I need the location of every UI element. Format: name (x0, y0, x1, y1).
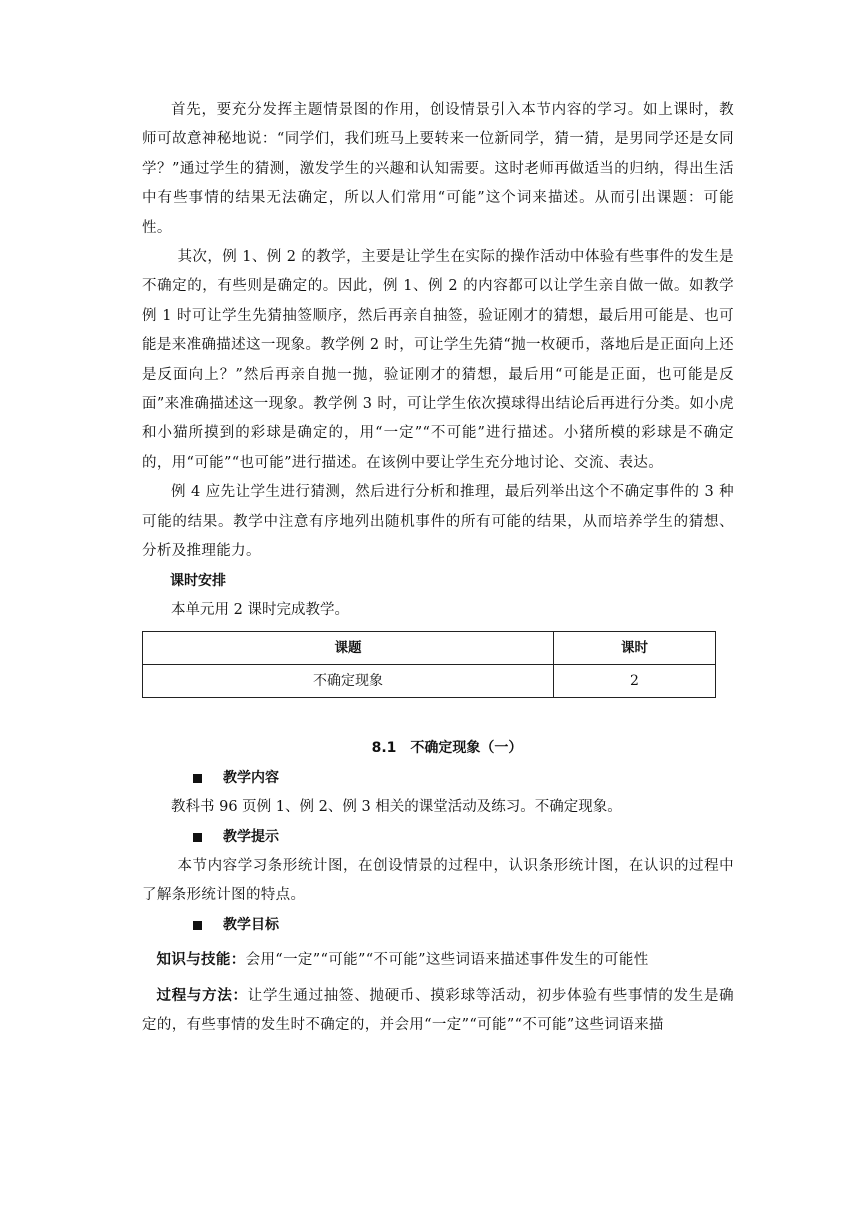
goal-knowledge-lead: 知识与技能： (156, 952, 246, 969)
goals-subheading (142, 911, 734, 940)
goal-process-text: 让学生通过抽签、抛硬币、摸彩球等活动，初步体验有些事情的发生是确定的，有些事情的发生时不确定的，并会用“一定”“可能”“不可能”这些词语来描 (142, 987, 734, 1033)
goals-subheading-label: 教学目标 (223, 916, 279, 933)
table-cell-periods: 2 (553, 665, 715, 698)
table-header-periods: 课时 (553, 632, 715, 665)
hint-subheading-label: 教学提示 (223, 828, 279, 845)
hint-subheading (142, 823, 734, 852)
content-subheading-label: 教学内容 (223, 769, 279, 786)
goal-process (142, 982, 734, 1041)
goal-knowledge (142, 946, 734, 975)
content-text: 教科书 96 页例 1、例 2、例 3 相关的课堂活动及练习。不确定现象。 (171, 799, 622, 816)
lesson-schedule-table (142, 631, 716, 698)
goal-process-lead: 过程与方法： (156, 987, 248, 1004)
paragraph-examples-1-2: 其次，例 1、例 2 的教学，主要是让学生在实际的操作活动中体验有些事件的发生是不确定的，有些则是确定的。因此，例 1、例 2 的内容都可以让学生亲自做一做。如教学例 1 时可让学生先猜抽签顺序，然后再亲自抽签，验证刚才的猜想，最后用可能是、也可能是来准确描述这一现象。教学例 2 时，可让学生先猜“抛一枚硬币，落地后是正面向上还是反面向上？”然后再亲自抛一抛，验证刚才的猜想，最后用“可能是正面，也可能是反面”来准确描述这一现象。教学例 3 时，可让学生依次摸球得出结论后再进行分类。如小虎和小猫所摸到的彩球是确定的，用“一定”“不可能”进行描述。小猪所模的彩球是不确定的，用“可能”“也可能”进行描述。在该例中要让学生充分地讨论、交流、表达。 (142, 249, 734, 471)
table-header-topic: 课题 (143, 632, 554, 665)
paragraph-example-4: 例 4 应先让学生进行猜测，然后进行分析和推理，最后列举出这个不确定事件的 3 种可能的结果。教学中注意有序地列出随机事件的所有可能的结果，从而培养学生的猜想、分析及推理能力。 (142, 484, 734, 560)
document-page (142, 96, 734, 1040)
table-row (143, 665, 716, 698)
square-bullet-icon (193, 774, 202, 783)
section-title: 8.1 不确定现象（一） (371, 740, 523, 757)
table-cell-topic: 不确定现象 (143, 665, 554, 698)
paragraph-intro-scene: 首先，要充分发挥主题情景图的作用，创设情景引入本节内容的学习。如上课时，教师可故意神秘地说：“同学们，我们班马上要转来一位新同学，猜一猜，是男同学还是女同学？”通过学生的猜测，激发学生的兴趣和认知需要。这时老师再做适当的归纳，得出生活中有些事情的结果无法确定，所以人们常用“可能”这个词来描述。从而引出课题：可能性。 (142, 102, 734, 236)
hint-text: 本节内容学习条形统计图，在创设情景的过程中，认识条形统计图，在认识的过程中了解条形统计图的特点。 (142, 857, 734, 904)
square-bullet-icon (193, 921, 202, 930)
content-subheading (142, 764, 734, 793)
table-header-row (143, 632, 716, 665)
schedule-heading: 课时安排 (170, 572, 226, 589)
goal-knowledge-text: 会用“一定”“可能”“不可能”这些词语来描述事件发生的可能性 (245, 952, 649, 969)
square-bullet-icon (193, 833, 202, 842)
schedule-intro: 本单元用 2 课时完成教学。 (171, 601, 349, 618)
